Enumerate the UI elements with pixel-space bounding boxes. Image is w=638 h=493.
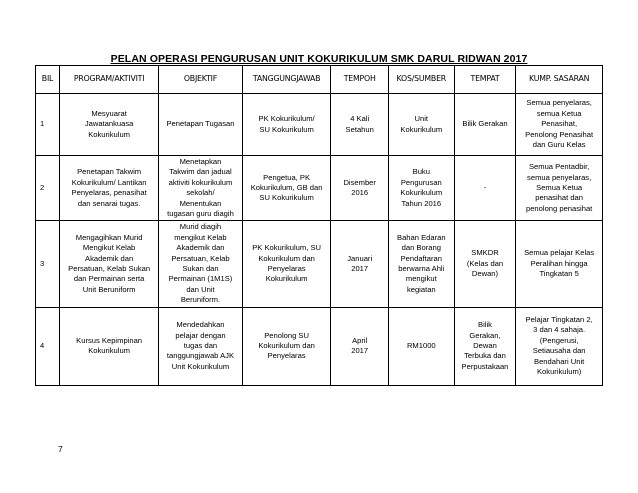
cell-objektif-line: Menentukan (179, 198, 222, 208)
cell-kump-sasaran (516, 221, 603, 307)
cell-kump-sasaran-line: (Pengerusi, (539, 335, 579, 345)
cell-kos-sumber-line: Kokurikulum (400, 124, 443, 134)
cell-kump-sasaran-line: Peralihan hingga (530, 258, 588, 268)
cell-tempat-line: - (483, 183, 487, 193)
cell-kump-sasaran-line: 3 dan 4 sahaja. (533, 325, 586, 335)
cell-tanggungjawab-line: SU Kokurikulum (259, 193, 314, 203)
cell-bil: 4 (36, 307, 60, 385)
cell-program-line: dan senarai tugas. (77, 198, 141, 208)
cell-kump-sasaran (516, 307, 603, 385)
cell-tempat-line: (Kelas dan (466, 258, 504, 268)
cell-objektif-line: Sukan dan (182, 264, 219, 274)
cell-kos-sumber-line: RM1000 (406, 340, 436, 350)
cell-kump-sasaran (516, 156, 603, 221)
cell-program-line: Mesyuarat (91, 108, 127, 118)
cell-kump-sasaran-line: Semua pelajar Kelas (524, 248, 595, 258)
cell-tanggungjawab-line: Penolong SU (264, 330, 309, 340)
cell-kump-sasaran-line: Semua penyelaras, (526, 98, 592, 108)
cell-objektif-line: Takwim dan jadual (169, 167, 232, 177)
cell-kos-sumber-line: Bahan Edaran (397, 232, 446, 242)
cell-tanggungjawab-line: Penyelaras (267, 351, 306, 361)
cell-tanggungjawab-line: SU Kokurikulum (259, 124, 314, 134)
cell-kos-sumber (388, 94, 454, 156)
cell-objektif-line: sekolah/ (186, 188, 215, 198)
cell-kos-sumber-line: Tahun 2016 (401, 198, 442, 208)
cell-program (60, 94, 159, 156)
header-kos-sumber: KOS/SUMBER (388, 66, 454, 94)
cell-objektif-line: Mendedahkan (176, 320, 225, 330)
cell-kos-sumber (388, 221, 454, 307)
cell-tanggungjawab (242, 307, 331, 385)
cell-kump-sasaran-line: Bendahari Unit (534, 356, 585, 366)
cell-program-line: Mengikut Kelab (82, 243, 136, 253)
cell-tempat (454, 94, 516, 156)
cell-objektif-line: mengikut Kelab (174, 232, 227, 242)
cell-objektif-line: Permainan (1M1S) (168, 274, 233, 284)
cell-tempoh (331, 221, 388, 307)
page-number: 7 (58, 444, 63, 454)
cell-objektif-line: pelajar dengan (175, 330, 226, 340)
cell-kump-sasaran-line: Semua Ketua (536, 183, 583, 193)
cell-tanggungjawab-line: Kokurikulum (265, 274, 308, 284)
cell-program (60, 221, 159, 307)
header-objektif: OBJEKTIF (159, 66, 243, 94)
cell-tempat-line: Perpustakaan (461, 361, 509, 371)
cell-objektif-line: Persatuan, Kelab (171, 253, 230, 263)
table-row (36, 156, 603, 221)
cell-tempat (454, 307, 516, 385)
operation-plan-table (35, 65, 603, 386)
cell-kos-sumber-line: Pengurusan (400, 177, 442, 187)
header-row (36, 66, 603, 94)
cell-kos-sumber-line: Unit (414, 114, 429, 124)
header-tempat: TEMPAT (454, 66, 516, 94)
cell-objektif-line: Murid diagih (179, 222, 222, 232)
cell-tempat-line: Bilik Gerakan (462, 119, 508, 129)
header-bil: BIL (36, 66, 60, 94)
cell-program-line: Penetapan Takwim (77, 167, 142, 177)
table-row (36, 94, 603, 156)
cell-tempat-line: Terbuka dan (464, 351, 506, 361)
cell-kump-sasaran (516, 94, 603, 156)
cell-tanggungjawab-line: Kokurikulum, GB dan (250, 183, 323, 193)
cell-program-line: Persatuan, Kelab Sukan (68, 264, 151, 274)
cell-tempoh (331, 156, 388, 221)
cell-tempat-line: Gerakan, (469, 330, 501, 340)
header-program: PROGRAM/AKTIVITI (60, 66, 159, 94)
cell-kump-sasaran-line: Tingkatan 5 (539, 269, 579, 279)
cell-program-line: dan Permainan serta (73, 274, 145, 284)
cell-tempat (454, 221, 516, 307)
cell-kos-sumber-line: berwarna Ahli (398, 264, 445, 274)
cell-objektif-line: dan Unit (186, 284, 215, 294)
cell-tanggungjawab-line: PK Kokurikulum/ (258, 114, 315, 124)
cell-kos-sumber-line: mengikut (405, 274, 437, 284)
cell-tanggungjawab-line: PK Kokurikulum, SU (252, 243, 321, 253)
cell-tempoh-line: Disember (343, 177, 376, 187)
cell-objektif (159, 221, 243, 307)
cell-tempat (454, 156, 516, 221)
cell-tanggungjawab (242, 221, 331, 307)
cell-kos-sumber-line: kegiatan (406, 284, 436, 294)
cell-tanggungjawab-line: Kokurikulum dan (258, 253, 315, 263)
cell-program (60, 156, 159, 221)
cell-kump-sasaran-line: semua Ketua (536, 108, 582, 118)
table-row (36, 221, 603, 307)
cell-kump-sasaran-line: Kokurikulum) (536, 367, 582, 376)
cell-objektif-line: aktiviti kokurikulum (168, 177, 233, 187)
cell-kos-sumber-line: Buku (412, 167, 430, 177)
cell-objektif-line: Penetapan Tugasan (166, 119, 235, 129)
header-tanggungjawab: TANGGUNGJAWAB (242, 66, 331, 94)
cell-objektif-line: Unit Kokurikulum (171, 361, 230, 371)
cell-kump-sasaran-line: Penolong Penasihat (525, 129, 594, 139)
cell-objektif (159, 94, 243, 156)
cell-tanggungjawab-line: Kokurikulum dan (258, 340, 315, 350)
cell-program-line: Mengagihkan Murid (75, 232, 143, 242)
cell-objektif-line: tanggungjawab AJK (166, 351, 235, 361)
cell-tempat-line: Bilik (478, 320, 492, 330)
cell-objektif (159, 156, 243, 221)
cell-kump-sasaran-line: penasihat dan (535, 193, 583, 203)
cell-kump-sasaran-line: penolong penasihat (525, 203, 593, 213)
cell-objektif-line: tugas dan (183, 340, 218, 350)
cell-tempoh-line: 2016 (351, 188, 369, 198)
cell-program-line: Kokurikulum (88, 129, 130, 139)
cell-tempoh-line: 4 Kali (350, 114, 370, 124)
cell-objektif-line: Akademik dan (176, 243, 225, 253)
cell-kos-sumber (388, 156, 454, 221)
cell-tanggungjawab-line: Pengetua, PK (263, 172, 311, 182)
cell-tempoh-line: Januari (347, 253, 373, 263)
cell-objektif-line: tugasan guru diagih (167, 209, 234, 219)
cell-tempoh (331, 94, 388, 156)
cell-program-line: Kursus Kepimpinan (76, 335, 143, 345)
cell-kos-sumber-line: dan Borang (401, 243, 441, 253)
cell-tanggungjawab (242, 94, 331, 156)
cell-objektif-line: Beruniform. (180, 295, 221, 305)
cell-bil: 2 (36, 156, 60, 221)
header-kump-sasaran: KUMP. SASARAN (516, 66, 603, 94)
cell-tempat-line: Dewan (473, 340, 497, 350)
cell-kump-sasaran-line: Penasihat, (541, 119, 578, 129)
cell-objektif (159, 307, 243, 385)
cell-kump-sasaran-line: Pelajar Tingkatan 2, (525, 314, 593, 324)
header-tempoh: TEMPOH (331, 66, 388, 94)
cell-bil: 3 (36, 221, 60, 307)
cell-kump-sasaran-line: semua penyelaras, (527, 172, 592, 182)
cell-kos-sumber-line: Kokurikulum (400, 188, 443, 198)
cell-tempoh-line: Setahun (345, 124, 374, 134)
cell-program (60, 307, 159, 385)
cell-tempoh-line: 2017 (351, 346, 369, 356)
cell-program-line: Jawatankuasa (84, 119, 134, 129)
cell-tempoh-line: April (352, 335, 368, 345)
cell-tanggungjawab-line: Penyelaras (267, 264, 306, 274)
cell-tempat-line: Dewan) (471, 269, 499, 279)
cell-kos-sumber (388, 307, 454, 385)
cell-program-line: Unit Beruniform (82, 284, 136, 294)
cell-bil: 1 (36, 94, 60, 156)
cell-kump-sasaran-line: Semua Pentadbir, (528, 162, 590, 172)
document-title: PELAN OPERASI PENGURUSAN UNIT KOKURIKULUM SMK DARUL RIDWAN 2017 (110, 53, 528, 65)
cell-kos-sumber-line: Pendaftaran (400, 253, 442, 263)
cell-tempat-line: SMKDR (471, 248, 499, 258)
cell-tempoh (331, 307, 388, 385)
cell-program-line: Penyelaras, penasihat (71, 188, 147, 198)
cell-program-line: Kokurikulum/ Lantikan (71, 177, 147, 187)
cell-kump-sasaran-line: dan Guru Kelas (532, 140, 586, 150)
cell-kump-sasaran-line: Setiausaha dan (532, 346, 586, 356)
cell-program-line: Akademik dan (85, 253, 134, 263)
cell-tanggungjawab (242, 156, 331, 221)
cell-program-line: Kokurikulum (88, 346, 130, 356)
cell-tempoh-line: 2017 (351, 264, 369, 274)
table-row (36, 307, 603, 385)
cell-objektif-line: Menetapkan (179, 157, 222, 166)
